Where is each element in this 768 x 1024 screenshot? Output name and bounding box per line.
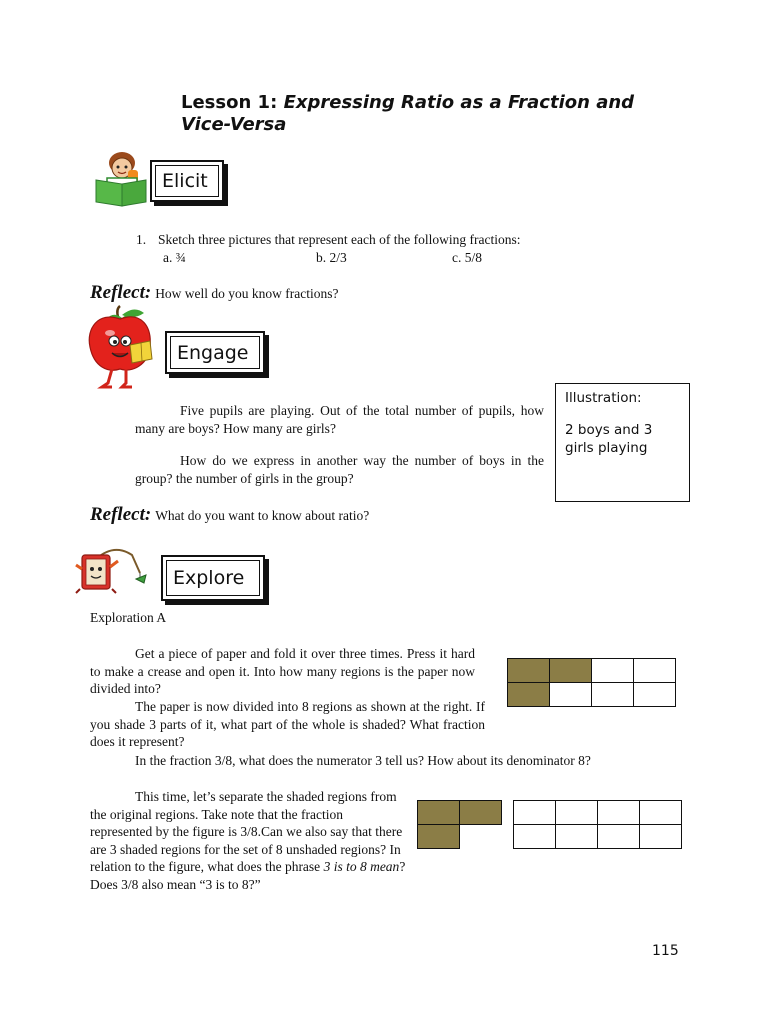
separated-shaded-regions	[417, 800, 502, 849]
unshaded-region	[514, 801, 556, 825]
unshaded-region	[592, 659, 634, 683]
unshaded-region	[592, 683, 634, 707]
elicit-option-a: a. ¾	[163, 250, 186, 265]
shaded-region	[418, 825, 460, 849]
page-number: 115	[652, 943, 679, 959]
lesson-title	[181, 92, 651, 136]
unshaded-region	[556, 801, 598, 825]
unshaded-region	[598, 801, 640, 825]
elicit-option-b: b. 2/3	[316, 250, 347, 265]
separated-unshaded-regions	[513, 800, 682, 849]
elicit-option-c: c. 5/8	[452, 250, 482, 265]
shaded-region	[460, 801, 502, 825]
shaded-region	[418, 801, 460, 825]
reflect-2-text: What do you want to know about ratio?	[155, 508, 370, 523]
engage-paragraph-2: How do we express in another way the number of boys in the group? the number of girls in the group?	[135, 453, 544, 486]
engage-paragraph-1: Five pupils are playing. Out of the total number of pupils, how many are boys? How many are girls?	[135, 403, 544, 436]
illustration-text: 2 boys and 3 girls playing	[565, 422, 653, 456]
unshaded-region	[640, 801, 682, 825]
engage-heading: Engage	[165, 331, 265, 374]
elicit-heading: Elicit	[150, 160, 224, 202]
reflect-2	[90, 504, 369, 526]
empty-cell	[460, 825, 502, 849]
exploration-a-heading: Exploration A	[90, 610, 167, 625]
explore-paragraph-3: In the fraction 3/8, what does the numerator 3 tell us? How about its denominator 8?	[135, 753, 591, 768]
unshaded-region	[634, 659, 676, 683]
explore-paragraph-1: Get a piece of paper and fold it over three times. Press it hard to make a crease and open it. Into how many regions is the paper now divided into?	[90, 646, 475, 696]
unshaded-region	[550, 683, 592, 707]
elicit-item-number: 1.	[136, 232, 147, 247]
shaded-region	[550, 659, 592, 683]
elicit-instruction: Sketch three pictures that represent each of the following fractions:	[158, 232, 521, 247]
shaded-region	[508, 683, 550, 707]
explore-paragraph-2: The paper is now divided into 8 regions as shown at the right. If you shade 3 parts of it, what part of the whole is shaded? What fraction does it represent?	[90, 699, 485, 749]
illustration-label: Illustration:	[565, 390, 642, 406]
illustration-box	[555, 383, 690, 502]
apple-reading-icon	[86, 305, 156, 391]
unshaded-region	[634, 683, 676, 707]
unshaded-region	[598, 825, 640, 849]
explore-heading: Explore	[161, 555, 265, 601]
fraction-grid-3-of-8	[507, 658, 676, 707]
reflect-1-label: Reflect:	[90, 282, 152, 303]
unshaded-region	[640, 825, 682, 849]
reflect-1	[90, 282, 339, 304]
shaded-region	[508, 659, 550, 683]
lesson-title-line2: Vice-Versa	[181, 114, 287, 135]
unshaded-region	[514, 825, 556, 849]
book-fishing-icon	[74, 545, 150, 595]
lesson-prefix: Lesson 1:	[181, 92, 278, 113]
lesson-title-line1: Expressing Ratio as a Fraction and	[283, 92, 635, 113]
reflect-1-text: How well do you know fractions?	[155, 286, 339, 301]
unshaded-region	[556, 825, 598, 849]
reflect-2-label: Reflect:	[90, 504, 152, 525]
explore-paragraph-4: This time, let’s separate the shaded regions from the original regions. Take note that the fraction represented by the figure is 3/8.Can we also say that there are 3 shaded regions for the set of 8 unshaded regions? In relation to the figure, what does the phrase 3 is to 8 mean? Does 3/8 also mean “3 is to 8?”	[90, 789, 406, 892]
boy-reading-icon	[92, 150, 150, 208]
